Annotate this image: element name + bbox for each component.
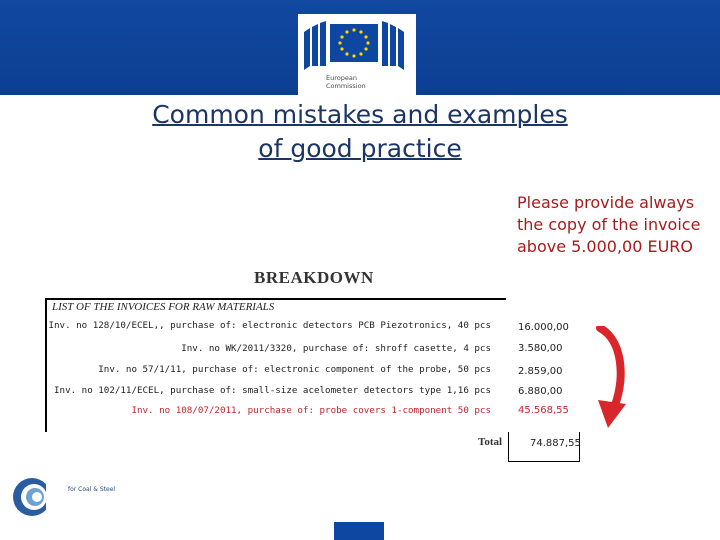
curved-red-arrow-icon — [592, 326, 632, 430]
logo-text-line1: European — [326, 74, 357, 82]
breakdown-heading: BREAKDOWN — [254, 268, 374, 287]
table-subheading: LIST OF THE INVOICES FOR RAW MATERIALS — [52, 301, 275, 313]
invoice-row-label: Inv. no 128/10/ECEL,, purchase of: electronic detectors PCB Piezotronics, 40 pcs — [48, 320, 491, 331]
european-commission-logo — [298, 14, 416, 100]
invoice-row-label: Inv. no 102/11/ECEL, purchase of: small-size acelometer detectors type 1,16 pcs — [54, 385, 491, 396]
invoice-row-label-highlighted: Inv. no 108/07/2011, purchase of: probe covers 1-component 50 pcs — [131, 405, 491, 416]
total-value: 74.887,55 — [530, 438, 581, 449]
slide-title — [40, 98, 680, 166]
invoice-row-label: Inv. no WK/2011/3320, purchase of: shroff casette, 4 pcs — [181, 343, 491, 354]
table-left-border — [45, 298, 47, 432]
ecsc-logo-icon — [10, 476, 60, 518]
title-line1: Common mistakes and examples — [152, 100, 568, 129]
logo-wordmark — [326, 74, 366, 90]
commission-building-icon — [304, 20, 408, 70]
invoice-row-value: 2.859,00 — [518, 366, 563, 377]
title-line2: of good practice — [258, 134, 462, 163]
invoice-row-value: 6.880,00 — [518, 386, 563, 397]
invoice-note: Please provide always the copy of the invoice above 5.000,00 EURO — [517, 193, 701, 256]
invoice-row-value: 16.000,00 — [518, 322, 569, 333]
values-column-left-border — [508, 432, 509, 462]
values-column-bottom-border — [508, 461, 580, 462]
total-label: Total — [478, 436, 503, 448]
invoice-row-label: Inv. no 57/1/11, purchase of: electronic component of the probe, 50 pcs — [98, 364, 491, 375]
ecsc-logo-text: for Coal & Steel — [68, 486, 116, 493]
invoice-row-value: 3.580,00 — [518, 343, 563, 354]
table-top-border — [46, 298, 506, 300]
bottom-blue-tab — [334, 522, 384, 540]
invoice-row-value-highlighted: 45.568,55 — [518, 405, 569, 416]
logo-text-line2: Commission — [326, 82, 366, 90]
